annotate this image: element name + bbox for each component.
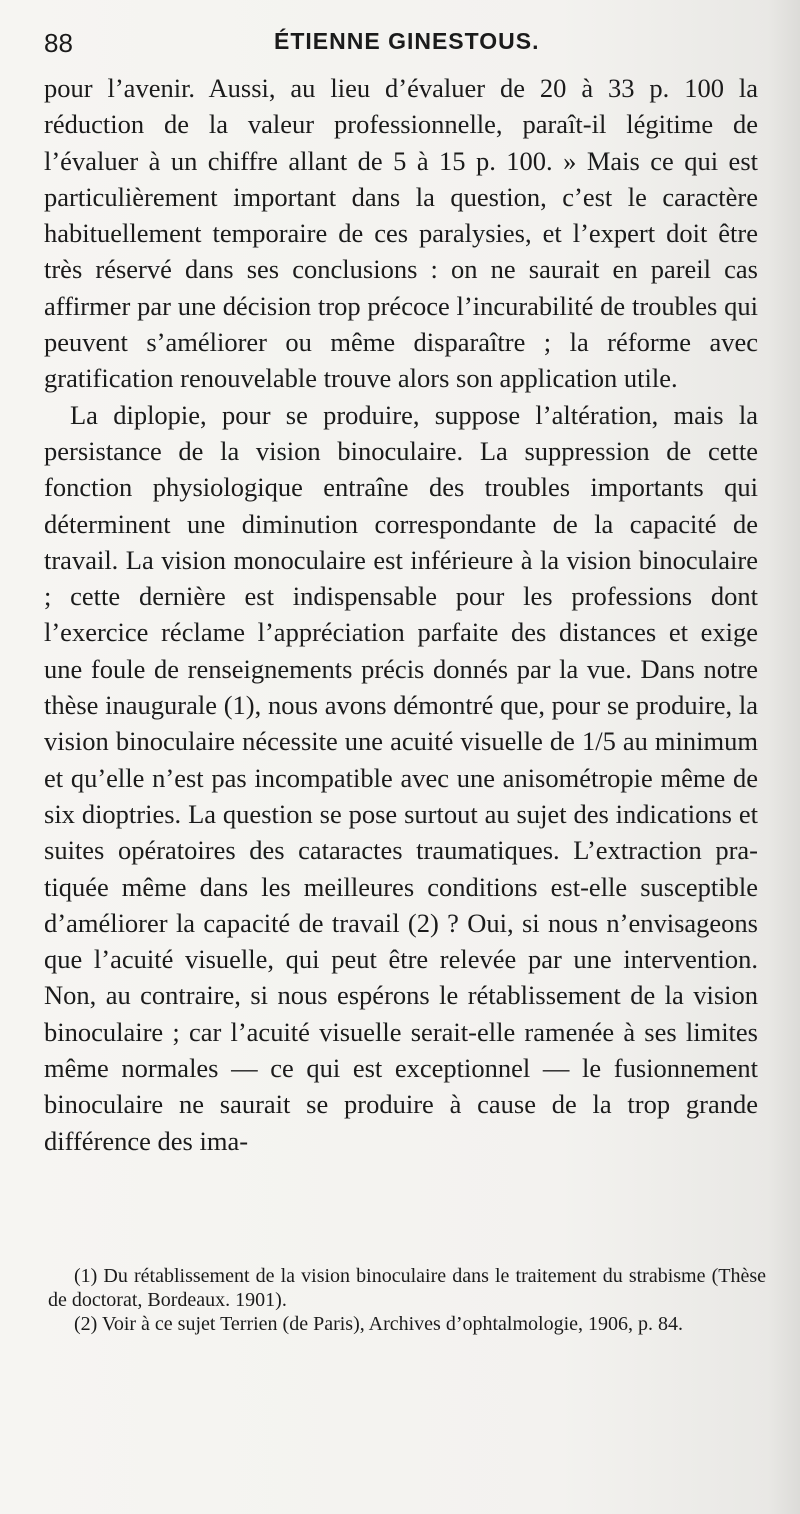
- footnotes: [48, 1264, 766, 1336]
- running-head: ÉTIENNE GINESTOUS.: [274, 28, 540, 54]
- paragraph: pour l’avenir. Aussi, au lieu d’évaluer de 20 à 33 p. 100 la réduction de la valeur professionnelle, paraît-il légitime de l’évaluer à un chiffre allant de 5 à 15 p. 100. » Mais ce qui est particulièrement important dans la question, c’est le caractère habituellement temporaire de ces paralysies, et l’expert doit être très réservé dans ses conclusions : on ne saurait en pareil cas affirmer par une décision trop précoce l’incurabilité de troubles qui peuvent s’améliorer ou même disparaître ; la réforme avec gratification renouvelable trouve alors son application utile.: [44, 73, 758, 394]
- page-number: 88: [44, 28, 73, 58]
- footnote: (1) Du rétablissement de la vision binoculaire dans le traitement du strabisme (Thèse de doctorat, Bordeaux. 1901).: [48, 1265, 766, 1311]
- footnote: (2) Voir à ce sujet Terrien (de Paris), Archives d’ophtalmologie, 1906, p. 84.: [74, 1313, 684, 1335]
- page-header: [44, 28, 744, 62]
- paragraph: La diplopie, pour se produire, suppose l’altération, mais la persistance de la vision binoculaire. La suppression de cette fonction physiologique entraîne des troubles importants qui déterminent une diminution correspondante de la capacité de travail. La vision monoculaire est inférieure à la vision binoculaire ; cette dernière est indispensable pour les professions dont l’exercice réclame l’appréciation parfaite des distances et exige une foule de renseignements précis donnés par la vue. Dans notre thèse inaugurale (1), nous avons démontré que, pour se produire, la vision binoculaire nécessite une acuité visuelle de 1/5 au minimum et qu’elle n’est pas incompatible avec une anisométropie même de six dioptries. La question se pose surtout au sujet des indications et suites opératoires des cataractes traumatiques. L’extraction pratiquée même dans les meilleures conditions est-elle susceptible d’améliorer la capacité de travail (2) ? Oui, si nous n’envisageons que l’acuité visuelle, qui peut être relevée par une intervention. Non, au contraire, si nous espérons le rétablissement de la vision binoculaire ; car l’acuité visuelle serait-elle ramenée à ses limites même normales — ce qui est exceptionnel — le fusionnement binoculaire ne saurait se produire à cause de la trop grande différence des ima-: [44, 399, 758, 1156]
- body-text: [44, 70, 758, 1159]
